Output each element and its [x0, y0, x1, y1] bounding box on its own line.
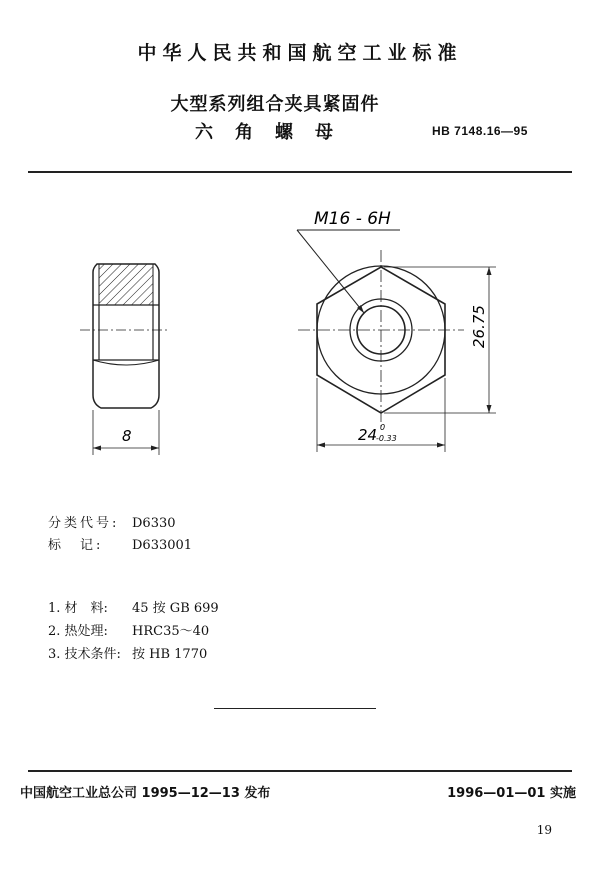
classification-code — [48, 512, 176, 531]
note-item — [48, 643, 219, 666]
page-number: 19 — [536, 823, 552, 837]
side-view — [80, 264, 170, 455]
standard-title: 大型系列组合夹具紧固件 — [170, 94, 380, 115]
header-rule — [28, 171, 572, 173]
top-view — [297, 209, 496, 452]
note-label: 3. 技术条件: — [48, 647, 121, 662]
footer-rule — [28, 770, 572, 772]
note-value: HRC35～40 — [132, 624, 210, 639]
note-item — [48, 620, 219, 643]
note-label: 1. 材 料: — [48, 601, 108, 616]
thread-spec-label: M16 - 6H — [314, 209, 391, 229]
height-label: 26.75 — [470, 305, 488, 348]
width-label: 8 — [122, 427, 132, 445]
nut-drawing — [0, 190, 600, 490]
across-flats-lower-tol: -0.33 — [376, 434, 397, 443]
across-flats-label: 24 — [358, 426, 378, 444]
standard-subtitle: 六角螺母 — [195, 122, 355, 143]
across-flats-upper-tol: 0 — [380, 423, 386, 432]
note-label: 2. 热处理: — [48, 624, 108, 639]
section-hatch — [99, 264, 153, 305]
implementation-date: 1996—01—01 实施 — [447, 786, 576, 801]
mark-value: D633001 — [132, 538, 193, 553]
classification-code-label: 分类代号: — [48, 516, 120, 531]
note-item — [48, 597, 219, 620]
mark — [48, 534, 192, 553]
end-rule — [214, 708, 376, 709]
technical-notes — [48, 597, 219, 666]
standard-code: HB 7148.16—95 — [432, 124, 528, 138]
note-value: 按 HB 1770 — [132, 647, 208, 662]
classification-code-value: D6330 — [132, 516, 176, 531]
mark-label: 标 记: — [48, 538, 104, 553]
organization-title: 中华人民共和国航空工业标准 — [137, 42, 463, 64]
note-value: 45 按 GB 699 — [132, 601, 219, 616]
publisher-line: 中国航空工业总公司 1995—12—13 发布 — [20, 786, 271, 801]
